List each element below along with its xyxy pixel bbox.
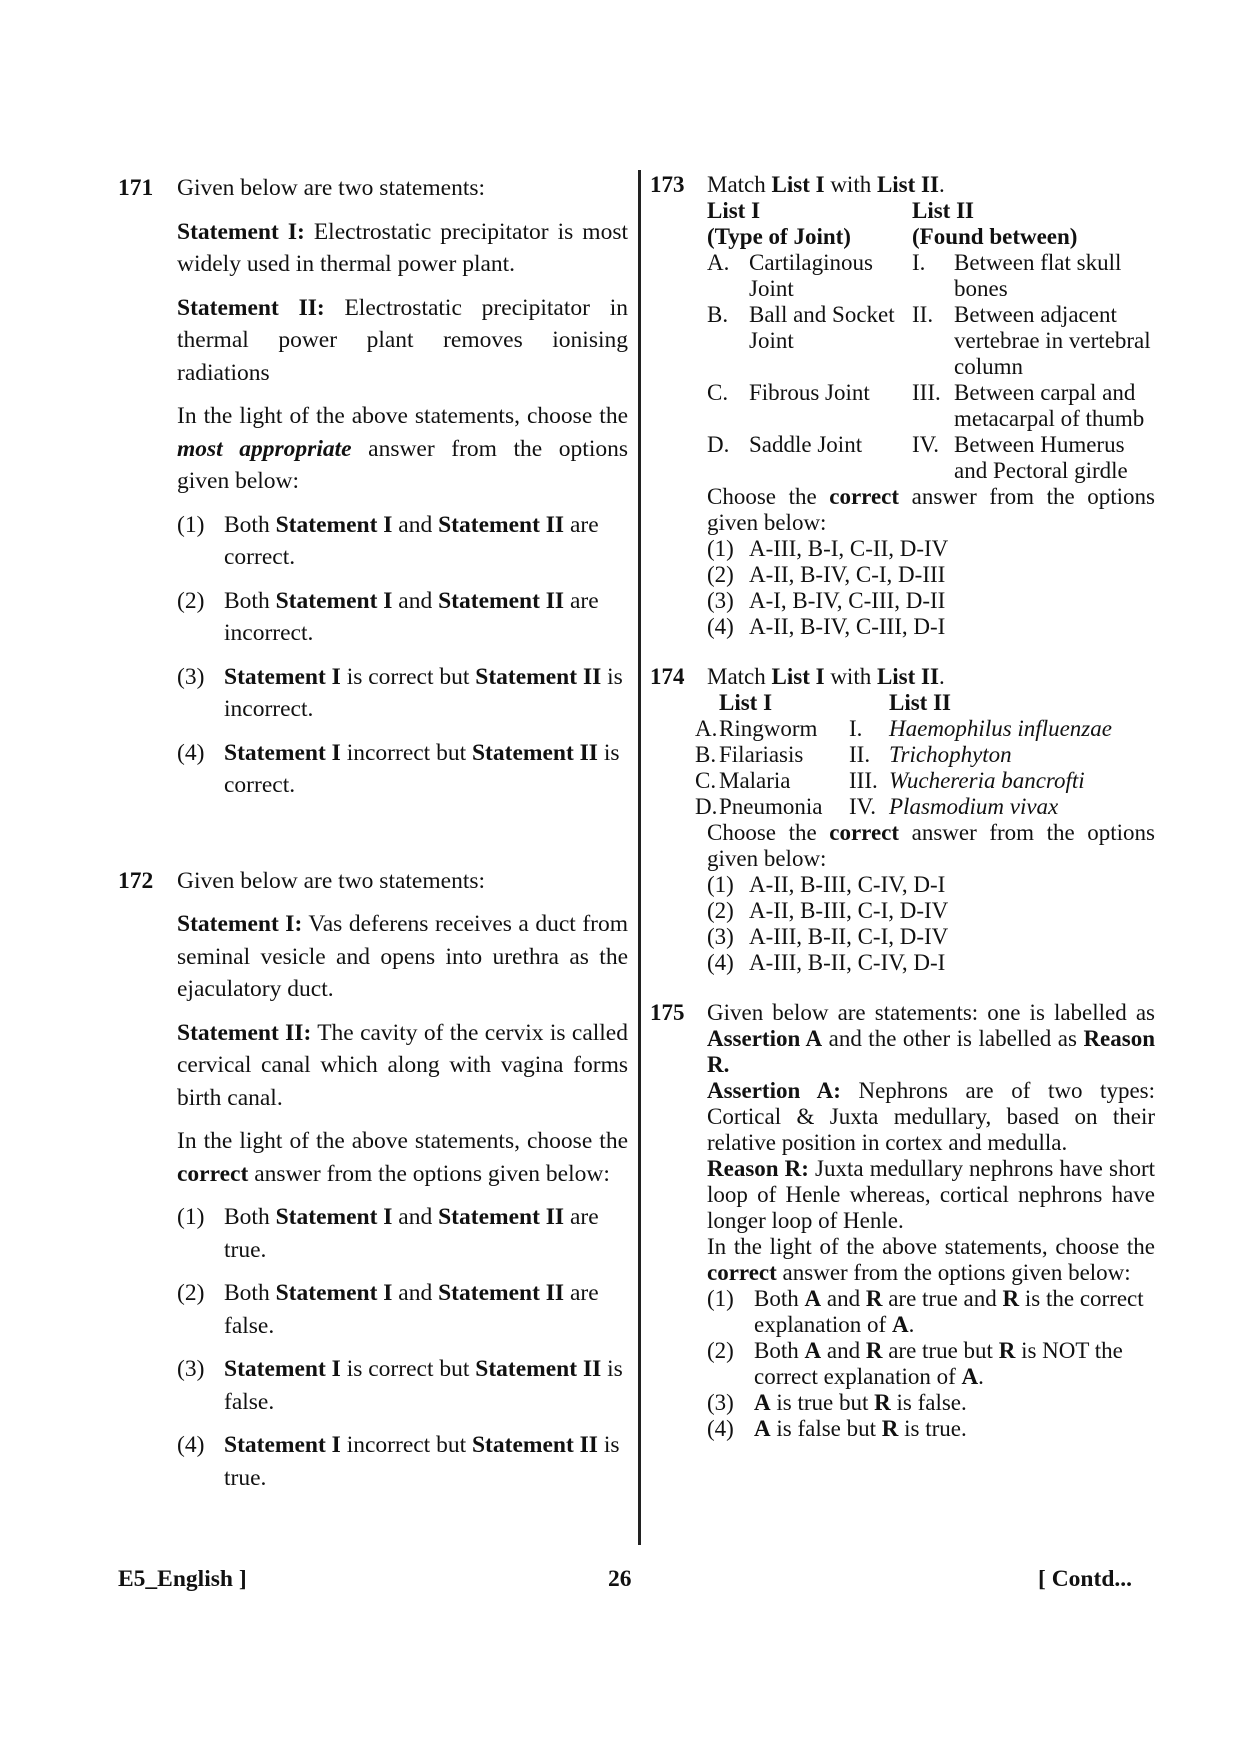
option-text: A-II, B-III, C-IV, D-I [749, 872, 946, 897]
table-row [707, 380, 1155, 432]
option-text: Statement II [475, 1356, 602, 1382]
option-number: (3) [707, 588, 734, 613]
option-number: (2) [707, 898, 734, 923]
option-number: (3) [707, 924, 734, 949]
question-number: 171 [118, 175, 154, 201]
answer-option[interactable] [177, 1353, 628, 1418]
table-cell: Between flat skull bones [954, 250, 1122, 301]
table-cell: Between carpal and metacarpal of thumb [954, 380, 1145, 431]
answer-option[interactable] [707, 1416, 1155, 1442]
option-text: is false but [770, 1416, 882, 1441]
answer-option[interactable] [707, 562, 1155, 588]
option-text: and [392, 1204, 439, 1230]
answer-option[interactable] [707, 872, 1155, 898]
question-171 [118, 172, 628, 802]
table-cell: Cartilaginous Joint [749, 250, 873, 301]
answer-options [177, 509, 628, 802]
option-text: A-III, B-II, C-I, D-IV [749, 924, 949, 949]
option-text: is correct but [340, 663, 476, 690]
option-text: Statement I [275, 511, 393, 538]
table-cell: II. [849, 742, 871, 767]
answer-option[interactable] [707, 898, 1155, 924]
list-2-header: List II [912, 198, 974, 223]
table-cell: Fibrous Joint [749, 380, 870, 405]
table-cell: Trichophyton [889, 742, 1012, 767]
table-row [695, 742, 1112, 768]
option-number: (2) [707, 1338, 734, 1363]
option-text: A-III, B-II, C-IV, D-I [749, 950, 946, 975]
option-text: is the correct explanation of [754, 1286, 1144, 1337]
option-number: (1) [177, 1204, 205, 1230]
option-text: are incorrect. [224, 587, 599, 646]
statement-2: Statement II: The cavity of the cervix is called cervical canal which along with vagina forms birth canal. [177, 1019, 628, 1111]
table-cell: Ball and Socket Joint [749, 302, 895, 353]
option-text: A [961, 1364, 979, 1389]
option-text: A-II, B-III, C-I, D-IV [749, 898, 949, 923]
option-text: Statement II [438, 1280, 565, 1306]
table-cell: II. [912, 302, 934, 327]
option-number: (3) [707, 1390, 734, 1415]
table-header-row [707, 198, 1155, 224]
table-row [707, 250, 1155, 302]
table-cell: III. [849, 768, 878, 793]
table-cell: IV. [912, 432, 940, 457]
column-divider [638, 170, 641, 1545]
table-cell: B. [707, 302, 729, 327]
match-table [695, 690, 1112, 820]
page-number: 26 [608, 1566, 632, 1592]
option-text: is false. [224, 1356, 623, 1415]
option-text: Statement II [438, 1204, 565, 1230]
table-row [707, 302, 1155, 380]
question-intro: Given below are two statements: [177, 175, 486, 201]
question-174 [650, 664, 1155, 976]
table-cell: Saddle Joint [749, 432, 863, 457]
option-text: Statement I [224, 663, 341, 690]
option-number: (4) [177, 739, 205, 766]
table-cell: Pneumonia [719, 794, 823, 819]
answer-options [707, 536, 1155, 640]
option-text: A-I, B-IV, C-III, D-II [749, 588, 946, 613]
table-cell: A. [707, 250, 730, 275]
option-text: A [754, 1416, 771, 1441]
answer-option[interactable] [707, 950, 1155, 976]
option-text: is true but [770, 1390, 875, 1415]
assertion: Assertion A: Nephrons are of two types: Cortical & Juxta medullary, based on their relative position in cortex and medulla. [707, 1078, 1155, 1155]
option-text: Both [224, 587, 276, 614]
question-number: 175 [650, 1000, 685, 1025]
answer-option[interactable] [707, 614, 1155, 640]
statement-1: Statement I: Electrostatic precipitator is most widely used in thermal power plant. [177, 218, 628, 277]
table-row [695, 794, 1112, 820]
answer-option[interactable] [177, 1201, 628, 1266]
option-text: and [392, 511, 439, 538]
option-text: R [1002, 1286, 1020, 1311]
option-text: and [392, 587, 439, 614]
question-number: 172 [118, 867, 154, 894]
table-cell: Between adjacent vertebrae in vertebral column [954, 302, 1151, 379]
table-row [707, 432, 1155, 484]
list-1-header: List I [707, 198, 761, 223]
option-text: A [804, 1286, 822, 1311]
list-2-header: List II [889, 690, 951, 715]
statement-2: Statement II: Electrostatic precipitator in thermal power plant removes ionising radiations [177, 294, 629, 386]
answer-option[interactable] [177, 1277, 628, 1342]
option-text: is correct. [224, 739, 620, 798]
option-text: is true. [898, 1416, 967, 1441]
option-text: A [804, 1338, 822, 1363]
table-cell: Wuchereria bancrofti [889, 768, 1085, 793]
question-intro: Given below are two statements: [177, 867, 486, 894]
option-text: A [891, 1312, 909, 1337]
table-cell: III. [912, 380, 941, 405]
option-text: A-III, B-I, C-II, D-IV [749, 536, 949, 561]
answer-options [177, 1201, 628, 1494]
option-number: (2) [177, 587, 205, 614]
answer-option[interactable] [177, 585, 628, 650]
table-cell: Haemophilus influenzae [889, 716, 1112, 741]
table-cell: Malaria [719, 768, 791, 793]
option-number: (1) [707, 536, 734, 561]
option-text: are false. [224, 1280, 599, 1339]
list-1-header: List I [719, 690, 773, 715]
table-cell: I. [912, 250, 926, 275]
table-row [695, 768, 1112, 794]
answer-option[interactable] [707, 536, 1155, 562]
answer-option[interactable] [707, 1390, 1155, 1416]
table-row [695, 716, 1112, 742]
option-text: are true and [882, 1286, 1003, 1311]
question-instruction: In the light of the above statements, choose the most appropriate answer from the options given below: [177, 403, 629, 494]
question-instruction: In the light of the above statements, choose the correct answer from the options given below: [707, 1234, 1155, 1285]
question-intro: Given below are statements: one is labelled as Assertion A and the other is labelled as Reason R. [707, 1000, 1155, 1077]
option-text: Statement II [438, 511, 565, 538]
option-text: R [998, 1338, 1016, 1363]
reason: Reason R: Juxta medullary nephrons have short loop of Henle whereas, cortical nephrons have longer loop of Henle. [707, 1156, 1155, 1233]
question-instruction: In the light of the above statements, choose the correct answer from the options given below: [177, 1128, 628, 1187]
table-cell: C. [695, 768, 717, 793]
question-number: 173 [650, 172, 685, 197]
answer-options [707, 872, 1155, 976]
option-text: Statement I [224, 739, 341, 766]
option-text: incorrect but [340, 739, 472, 766]
question-172 [118, 865, 628, 1495]
question-intro: Match List I with List II. [707, 172, 945, 197]
list-2-subheader: (Found between) [912, 224, 1078, 249]
option-text: and [821, 1338, 866, 1363]
table-header-row [695, 690, 1112, 716]
option-number: (3) [177, 663, 205, 690]
question-instruction: Choose the correct answer from the options given below: [707, 484, 1156, 535]
statement-1: Statement I: Vas deferens receives a duct from seminal vesicle and opens into urethra as the ejaculatory duct. [177, 911, 629, 1002]
answer-option[interactable] [177, 1429, 628, 1494]
option-text: R [865, 1286, 883, 1311]
option-text: Both [754, 1286, 805, 1311]
option-text: Statement I [224, 1432, 341, 1458]
option-number: (4) [177, 1432, 205, 1458]
question-173 [650, 172, 1155, 640]
answer-option[interactable] [707, 1338, 1155, 1390]
table-cell: D. [695, 794, 718, 819]
answer-option[interactable] [707, 588, 1155, 614]
table-cell: Ringworm [719, 716, 818, 741]
option-text: and [392, 1280, 439, 1306]
option-number: (4) [707, 1416, 734, 1441]
option-text: R [881, 1416, 899, 1441]
option-text: Both [224, 1280, 276, 1306]
option-number: (1) [707, 1286, 734, 1311]
option-text: are correct. [224, 511, 599, 570]
right-column [650, 172, 1155, 1442]
option-text: Statement II [471, 1432, 598, 1458]
option-text: Both [224, 511, 276, 538]
footer-right: [ Contd... [1038, 1566, 1133, 1592]
option-number: (1) [177, 511, 205, 538]
option-text: R [865, 1338, 883, 1363]
option-text: is incorrect. [224, 663, 623, 722]
option-text: Both [754, 1338, 805, 1363]
answer-options [707, 1286, 1155, 1442]
option-text: Statement II [471, 739, 598, 766]
left-column [118, 172, 628, 1505]
option-text: Statement I [275, 587, 393, 614]
option-text: R [874, 1390, 891, 1415]
answer-option[interactable] [177, 737, 628, 802]
option-number: (4) [707, 950, 734, 975]
option-text: A-II, B-IV, C-I, D-III [749, 562, 946, 587]
option-text: A [754, 1390, 771, 1415]
option-text: Both [224, 1204, 276, 1230]
table-cell: Filariasis [719, 742, 804, 767]
option-number: (2) [707, 562, 734, 587]
table-cell: D. [707, 432, 730, 457]
table-cell: Between Humerus and Pectoral girdle [954, 432, 1128, 483]
option-text: A-II, B-IV, C-III, D-I [749, 614, 946, 639]
table-cell: B. [695, 742, 717, 767]
option-text: is true. [224, 1432, 620, 1491]
answer-option[interactable] [707, 924, 1155, 950]
option-text: is correct but [340, 1356, 476, 1382]
match-table [707, 198, 1155, 484]
answer-option[interactable] [177, 509, 628, 574]
table-cell: Plasmodium vivax [889, 794, 1059, 819]
option-text: are true but [882, 1338, 999, 1363]
table-cell: A. [695, 716, 718, 741]
question-175 [650, 1000, 1155, 1442]
option-text: Statement II [438, 587, 565, 614]
question-intro: Match List I with List II. [707, 664, 945, 689]
table-header-row [707, 224, 1155, 250]
option-text: is false. [890, 1390, 967, 1415]
answer-option[interactable] [177, 661, 628, 726]
option-text: is NOT the correct explanation of [754, 1338, 1123, 1389]
answer-option[interactable] [707, 1286, 1155, 1338]
option-text: are true. [224, 1204, 599, 1263]
option-text: incorrect but [340, 1432, 472, 1458]
question-instruction: Choose the correct answer from the options given below: [707, 820, 1156, 871]
option-text: Statement I [275, 1204, 393, 1230]
option-number: (1) [707, 872, 734, 897]
option-number: (2) [177, 1280, 205, 1306]
footer-left: E5_English ] [118, 1566, 247, 1592]
list-1-subheader: (Type of Joint) [707, 224, 851, 249]
option-text: Statement I [224, 1356, 341, 1382]
option-text: Statement I [275, 1280, 393, 1306]
option-text: . [978, 1364, 984, 1389]
table-cell: C. [707, 380, 729, 405]
table-cell: IV. [849, 794, 877, 819]
option-text: and [821, 1286, 866, 1311]
option-text: Statement II [475, 663, 602, 690]
option-text: . [908, 1312, 915, 1337]
question-number: 174 [650, 664, 685, 689]
option-number: (4) [707, 614, 734, 639]
option-number: (3) [177, 1356, 205, 1382]
table-cell: I. [849, 716, 863, 741]
